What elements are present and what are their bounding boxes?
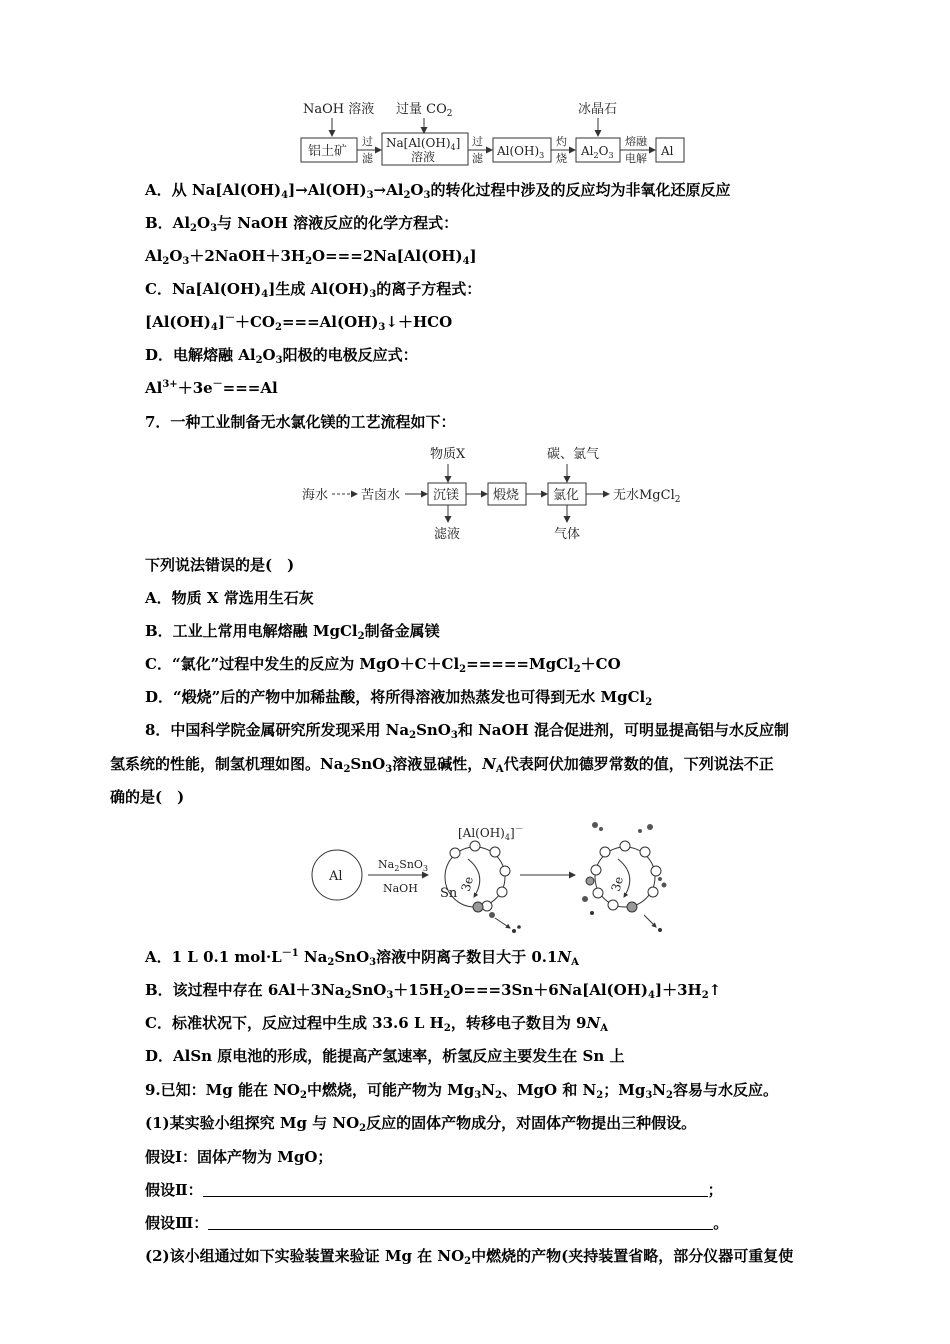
q8-stem-line1: 8．中国科学院金属研究所发现采用 $Na_2SnO_3$和 NaOH 混合促进剂，可明显提高铝与水反应制 bbox=[145, 721, 789, 741]
q7-option-c: C．“氯化”过程中发生的反应为 $MgO+C+Cl_2=====MgCl_2+CO$ bbox=[145, 655, 621, 675]
naoh-reagent-label: NaOH 溶液 bbox=[303, 102, 375, 117]
svg-text:海水: 海水 bbox=[302, 488, 329, 503]
q8-stem-line2: 氢系统的性能，制氢机理如图。$Na_2SnO_3$溶液显碱性，$N_A$代表阿伏加德罗常数的值，下列说法不正 bbox=[110, 755, 774, 775]
q6-option-b-equation: $Al_2O_3+2NaOH+3H_2O===2Na[Al(OH)_4]$ bbox=[145, 247, 477, 267]
svg-text:Na[Al(OH)4]: $Na[Al(OH)_4]$ bbox=[386, 136, 461, 152]
svg-text:Sn: Sn bbox=[440, 886, 458, 901]
svg-text:过: 过 bbox=[472, 135, 483, 148]
svg-text:过: 过 bbox=[362, 135, 373, 148]
q9-hypothesis-1: 假设Ⅰ：固体产物为 MgO； bbox=[145, 1148, 333, 1166]
q6-option-d: D．电解熔融 $Al_2O_3$阳极的电极反应式： bbox=[145, 346, 418, 366]
svg-text:煅烧: 煅烧 bbox=[493, 488, 520, 503]
hypothesis-3-answer-blank[interactable] bbox=[208, 1215, 713, 1230]
svg-text:Al: Al bbox=[661, 144, 674, 158]
q7-question: 下列说法错误的是( ) bbox=[145, 556, 295, 574]
q6-option-c: C．$Na[Al(OH)_4]$生成 $Al(OH)_3$的离子方程式： bbox=[145, 280, 482, 300]
q9-hypothesis-3: 假设Ⅲ： 。 bbox=[145, 1214, 729, 1232]
svg-text:无水MgCl2: 无水MgCl$_2$ bbox=[613, 488, 681, 505]
svg-text:滤: 滤 bbox=[472, 152, 483, 165]
svg-text:灼: 灼 bbox=[556, 135, 567, 148]
svg-text:物质X: 物质X bbox=[430, 447, 466, 462]
svg-text:氯化: 氯化 bbox=[553, 488, 580, 503]
svg-text:滤液: 滤液 bbox=[434, 527, 461, 542]
q8-option-a: A．1 L 0.1 $mol\cdot L^{-1}$ $Na_2SnO_3$溶液中阴离子数目大于 $0.1N_A$ bbox=[145, 948, 579, 968]
svg-text:溶液: 溶液 bbox=[411, 150, 436, 164]
q8-option-d: D．AlSn 原电池的形成，能提高产氢速率，析氢反应主要发生在 Sn 上 bbox=[145, 1047, 625, 1065]
svg-text:Na2SnO3: $Na_2SnO_3$ bbox=[378, 858, 429, 873]
co2-reagent-label: 过量 $CO_2$ bbox=[396, 102, 453, 119]
q9-hypothesis-2: 假设Ⅱ： ； bbox=[145, 1181, 723, 1199]
svg-text:碳、氯气: 碳、氯气 bbox=[547, 447, 600, 462]
q6-option-c-equation: $[Al(OH)_4]^-+CO_2===Al(OH)_3↓+HCO$ bbox=[145, 313, 453, 333]
q7-option-a: A．物质 X 常选用生石灰 bbox=[145, 589, 314, 607]
mgcl2-process-flow bbox=[0, 440, 950, 550]
q8-stem-line3: 确的是( ) bbox=[110, 788, 185, 806]
bauxite-label: 铝土矿 bbox=[308, 144, 348, 159]
q9-part1: (1)某实验小组探究 Mg 与 $NO_2$反应的固体产物成分，对固体产物提出三种假设。 bbox=[145, 1114, 697, 1134]
hydrogen-mechanism-diagram bbox=[0, 815, 950, 945]
svg-text:熔融: 熔融 bbox=[625, 135, 647, 148]
q7-option-b: B．工业上常用电解熔融 MgCl$_2$制备金属镁 bbox=[145, 622, 440, 642]
svg-text:苦卤水: 苦卤水 bbox=[361, 488, 401, 503]
q6-option-a: A．从 $Na[Al(OH)_4]\to Al(OH)_3\to Al_2O_3$的转化过程中涉及的反应均为非氧化还原反应 bbox=[145, 181, 731, 201]
q9-stem: 9.已知：Mg 能在 $NO_2$中燃烧，可能产物为 $Mg_3N_2$、MgO 和 $N_2$；$Mg_3N_2$容易与水反应。 bbox=[145, 1081, 778, 1101]
q7-stem: 7．一种工业制备无水氯化镁的工艺流程如下： bbox=[145, 413, 456, 431]
svg-text:Al2O3: $Al_2O_3$ bbox=[581, 144, 614, 160]
svg-text:3e: 3e bbox=[458, 874, 476, 893]
alumina-process-flow bbox=[0, 0, 950, 180]
svg-text:电解: 电解 bbox=[625, 152, 647, 165]
hypothesis-2-answer-blank[interactable] bbox=[203, 1182, 708, 1197]
q8-option-b: B．该过程中存在 $6Al+3Na_2SnO_3+15H_2O===3Sn+6Na[Al(OH)_4]+3H_2↑$ bbox=[145, 981, 722, 1001]
q6-option-b: B．$Al_2O_3$与 NaOH 溶液反应的化学方程式： bbox=[145, 214, 459, 234]
q6-option-d-equation: $Al^{3+}+3e^-===Al$ bbox=[145, 379, 278, 397]
svg-text:[Al(OH)4]－: $[Al(OH)_4]^-$ bbox=[458, 825, 524, 842]
svg-text:滤: 滤 bbox=[362, 152, 373, 165]
svg-text:烧: 烧 bbox=[556, 152, 567, 165]
svg-text:气体: 气体 bbox=[554, 527, 581, 542]
q7-option-d: D．“煅烧”后的产物中加稀盐酸，将所得溶液加热蒸发也可得到无水 MgCl$_2$ bbox=[145, 688, 653, 708]
cryolite-label: 冰晶石 bbox=[578, 102, 618, 117]
svg-text:3e: 3e bbox=[608, 874, 626, 893]
q9-part2: (2)该小组通过如下实验装置来验证 Mg 在 $NO_2$中燃烧的产物(夹持装置省略，部分仪器可重复使 bbox=[145, 1247, 794, 1267]
q8-option-c: C．标准状况下，反应过程中生成 33.6 L $H_2$，转移电子数目为 $9N_A$ bbox=[145, 1014, 608, 1034]
svg-text:NaOH: NaOH bbox=[383, 882, 418, 895]
svg-text:沉镁: 沉镁 bbox=[433, 488, 460, 503]
svg-text:Al(OH)3: $Al(OH)_3$ bbox=[497, 144, 545, 160]
svg-text:Al: Al bbox=[329, 869, 343, 884]
